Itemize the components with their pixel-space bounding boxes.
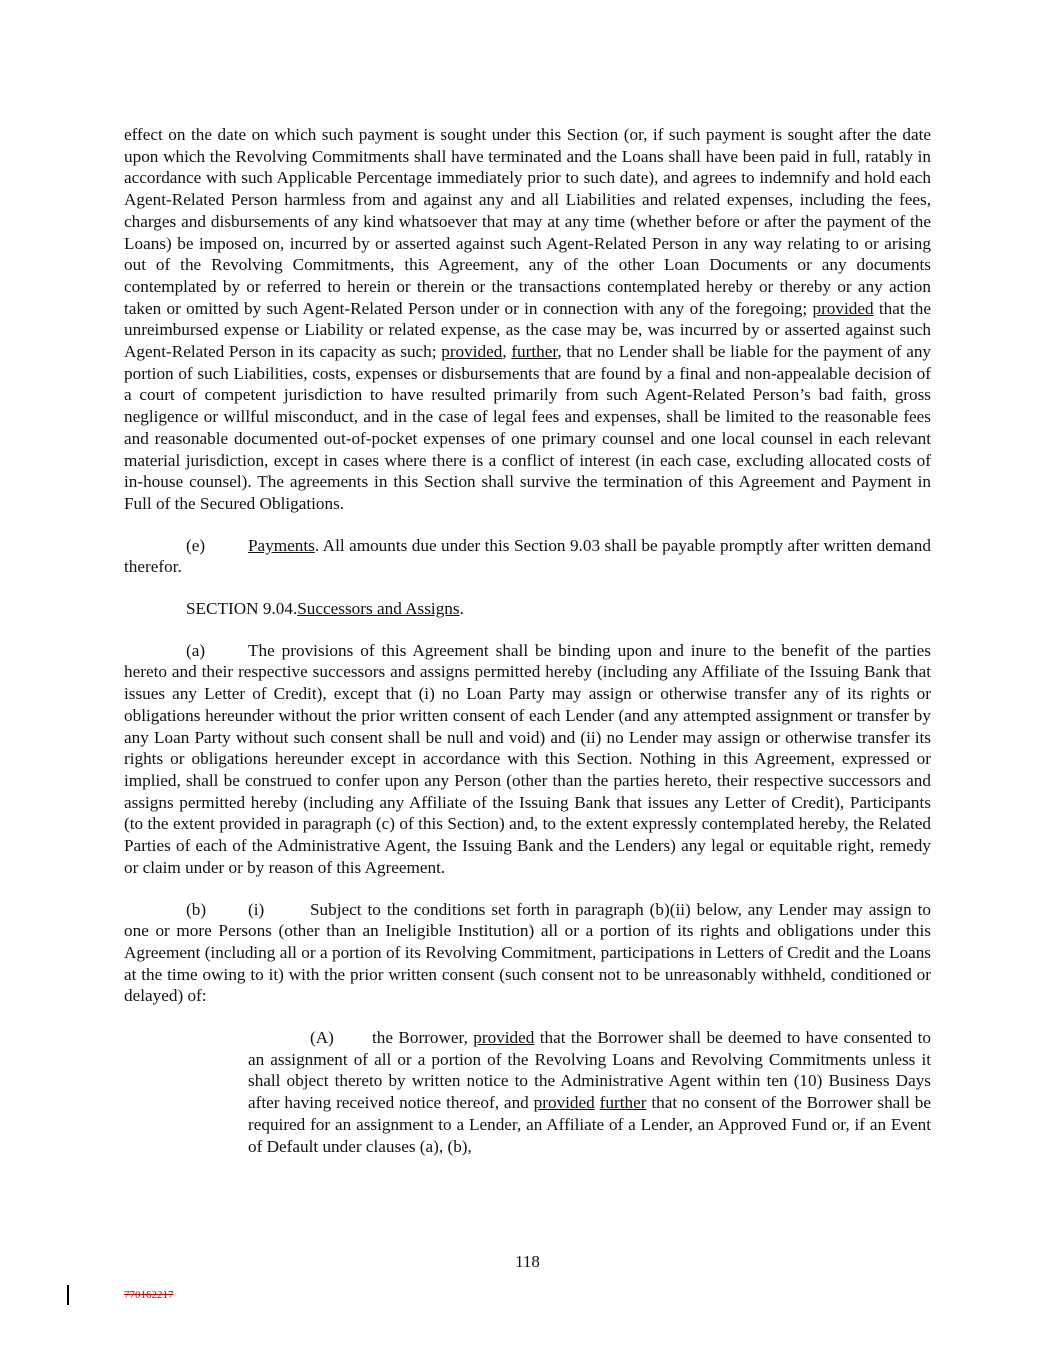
paragraph-label: (b) [186,899,207,919]
clause-A [248,1027,931,1157]
paragraph-a [124,640,931,879]
section-number: SECTION 9.04. [186,599,298,619]
page-number: 118 [515,1252,540,1271]
clause-label: (A) [310,1028,334,1048]
paragraph-title: Payments [248,535,315,555]
paragraph-e-payments [124,535,931,578]
underlined-term: provided [533,1093,595,1113]
section-title: Successors and Assigns [297,599,460,619]
text-run: . [459,599,464,619]
subparagraph-label: (i) [248,899,265,919]
paragraph-label: (e) [186,535,206,555]
document-body [124,124,931,1157]
text-run: the Borrower, [372,1028,474,1048]
text-run: that the unreimbursed expense or Liability or related expense, as the case may be, was incurred by or asserted against such Agent-Related Person in its capacity as such; [124,298,931,362]
text-run: . All amounts due under this Section 9.03 shall be payable promptly after written demand therefor. [124,535,931,577]
text-run: , [502,342,512,362]
text-run: effect on the date on which such payment is sought under this Section (or, if such payment is sought after the date upon which the Revolving Commitments shall have terminated and the Loans shall have been paid in full, ratably in accordance with such Applicable Percentage immediately prior to such date), and agrees to indemnify and hold each Agent-Related Person harmless from and against any and all Liabilities and related expenses, including the fees, charges and disbursements of any kind whatsoever that may at any time (whether before or after the payment of the Loans) be imposed on, incurred by or asserted against such Agent-Related Person in any way relating to or arising out of the Revolving Commitments, this Agreement, any of the other Loan Documents or any documents contemplated by or referred to herein or therein or the transactions contemplated hereby or thereby or any action taken or omitted by such Agent-Related Person under or in connection with any of the foregoing; [124,125,931,318]
underlined-term: provided [812,298,874,318]
underlined-term: provided [441,342,503,362]
text-run: that no consent of the Borrower shall be required for an assignment to a Lender, an Affiliate of a Lender, an Approved Fund or, if an Event of Default under clauses (a), (b), [248,1093,931,1156]
underlined-term: further [599,1093,647,1113]
text-run: that the Borrower shall be deemed to have consented to an assignment of all or a portion of the Revolving Loans and Revolving Commitments unless it shall object thereto by written notice to the Administrative Agent within ten (10) Business Days after having received notice thereof, and [248,1028,931,1113]
text-run: Subject to the conditions set forth in paragraph (b)(ii) below, any Lender may assign to one or more Persons (other than an Ineligible Institution) all or a portion of its rights and obligations under this Agreement (including all or a portion of its Revolving Commitment, participations in Letters of Credit and the Loans at the time owing to it) with the prior written consent (such consent not to be unreasonably withheld, conditioned or delayed) of: [124,899,931,1006]
underlined-term: provided [473,1028,535,1048]
section-heading [124,598,931,620]
underlined-term: further [511,342,558,362]
text-run: The provisions of this Agreement shall be binding upon and inure to the benefit of the parties hereto and their respective successors and assigns permitted hereby (including any Affiliate of the Issuing Bank that issues any Letter of Credit), except that (i) no Loan Party may assign or otherwise transfer any of its rights or obligations hereunder without the prior written consent of each Lender (and any attempted assignment or transfer by any Loan Party without such consent shall be null and void) and (ii) no Lender may assign or otherwise transfer its rights or obligations hereunder except in accordance with this Section. Nothing in this Agreement, expressed or implied, shall be construed to confer upon any Person (other than the parties hereto, their respective successors and assigns permitted hereby (including any Affiliate of the Issuing Bank that issues any Letter of Credit), Participants (to the extent provided in paragraph (c) of this Section) and, to the extent expressly contemplated hereby, the Related Parties of each of the Administrative Agent, the Issuing Bank and the Lenders) any legal or equitable right, remedy or claim under or by reason of this Agreement. [124,640,931,877]
paragraph-indemnity [124,124,931,515]
text-run: , that no Lender shall be liable for the payment of any portion of such Liabilities, costs, expenses or disbursements that are found by a final and non-appealable decision of a court of competent jurisdiction to have resulted primarily from such Agent-Related Person’s bad faith, gross negligence or willful misconduct, and in the case of legal fees and expenses, shall be limited to the reasonable fees and reasonable documented out-of-pocket expenses of one primary counsel and one local counsel in each relevant material jurisdiction, except in cases where there is a conflict of interest (in each case, excluding allocated costs of in-house counsel). The agreements in this Section shall survive the termination of this Agreement and Payment in Full of the Secured Obligations. [124,342,932,513]
change-bar [67,1285,69,1305]
paragraph-label: (a) [186,640,206,660]
paragraph-b-i [124,899,931,1008]
document-id: 770162217 [124,1289,174,1301]
